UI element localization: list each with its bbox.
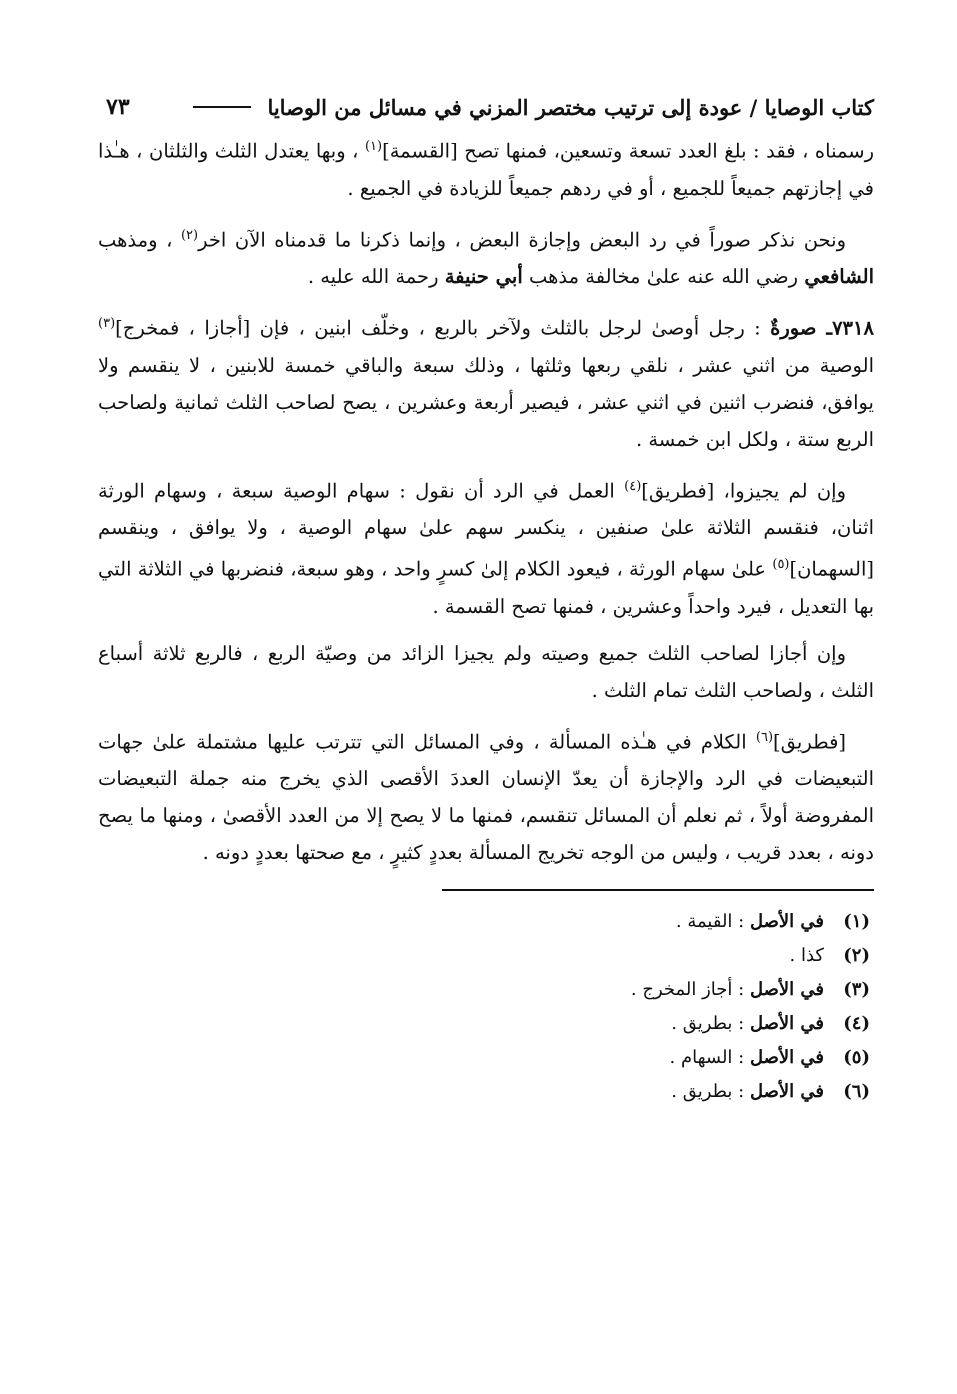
footnote-ref: (٢) bbox=[180, 227, 199, 243]
header-title: كتاب الوصايا / عودة إلى ترتيب مختصر المزني في مسائل من الوصايا bbox=[267, 94, 874, 120]
footnote-text bbox=[790, 939, 824, 973]
paragraph-text: رحمة الله عليه . bbox=[307, 265, 445, 288]
paragraph-text: العمل في الرد أن نقول : سهام الوصية سبعة ، وسهام الورثة اثنان، فنقسم الثلاثة علىٰ صنفين ، ينكسر سهم علىٰ سهام الوصية ، ولا يوافق ، وينقسم [السهمان] bbox=[98, 479, 874, 581]
footnote-content: : أجاز المخرج . bbox=[630, 979, 750, 1000]
book-page bbox=[98, 86, 874, 1109]
paragraph-text: الوصية من اثني عشر ، نلقي ربعها وثلثها ، وذلك سبعة والباقي خمسة للابنين ، لا ينقسم ولا يوافق، فنضرب اثنين في اثني عشر ، فيصير أربعة وعشرين ، يصح لصاحب الثلث ثمانية ولصاحب الربع ستة ، ولكل ابن خمسة . bbox=[98, 353, 874, 451]
header-rule bbox=[193, 106, 251, 108]
footnote-source: في الأصل bbox=[749, 1081, 824, 1102]
footnote-divider bbox=[442, 889, 874, 891]
footnote-number: (٤) bbox=[843, 1013, 870, 1034]
footnote-text bbox=[676, 905, 824, 939]
footnote-ref: (٤) bbox=[624, 478, 642, 494]
footnote-ref: (١) bbox=[364, 139, 383, 154]
footnote-number: (٣) bbox=[843, 979, 870, 1000]
paragraph-3 bbox=[98, 305, 874, 458]
footnote-source: في الأصل bbox=[749, 911, 824, 932]
paragraph-text: وإن أجازا لصاحب الثلث جميع وصيته ولم يجيزا الزائد من وصيّة الربع ، فالربع ثلاثة أسباع الثلث ، ولصاحب الثلث تمام الثلث . bbox=[98, 641, 874, 702]
footnote-item bbox=[98, 1075, 870, 1109]
footnote-source: في الأصل bbox=[749, 1013, 824, 1034]
footnote-item bbox=[98, 1041, 870, 1075]
footnote-source: في الأصل bbox=[749, 979, 824, 1000]
footnotes-list bbox=[98, 905, 874, 1109]
paragraph-text: : رجل أوصىٰ لرجل بالثلث ولآخر بالربع ، وخلّف ابنين ، فإن [أجازا ، فمخرج] bbox=[115, 316, 771, 340]
paragraph-text: وإن لم يجيزوا، [فطريق] bbox=[641, 479, 846, 502]
scholar-name: الشافعي bbox=[804, 265, 874, 288]
scholar-name: أبي حنيفة bbox=[444, 265, 523, 288]
footnote-content: : القيمة . bbox=[675, 911, 750, 932]
footnote-ref: (٥) bbox=[772, 557, 790, 572]
footnote-content: : بطريق . bbox=[671, 1013, 750, 1034]
footnote-item bbox=[98, 973, 870, 1007]
running-header bbox=[98, 86, 874, 128]
footnote-ref: (٣) bbox=[98, 316, 116, 331]
footnote-number: (٦) bbox=[843, 1081, 870, 1102]
paragraph-text: الكلام في هـٰذه المسألة ، وفي المسائل التي تترتب عليها مشتملة علىٰ جهات التبعيضات في الرد والإجازة أن يعدّ الإنسان العددَ الأقصى الذي يخرج منه جملة التبعيضات المفروضة أولاً ، ثم نعلم أن المسائل تنقسم، فمنها ما لا يصح إلا من العدد الأقصىٰ ، ومنها ما يصح دونه ، بعدد قريب ، وليس من الوجه تخريج المسألة بعددٍ كثيرٍ ، مع صحتها بعددٍ دونه . bbox=[98, 730, 874, 864]
footnote-number: (٢) bbox=[843, 945, 870, 966]
paragraph-2 bbox=[98, 217, 874, 296]
footnote-item bbox=[98, 905, 870, 939]
paragraph-6 bbox=[98, 719, 874, 872]
paragraph-text: علىٰ سهام الورثة ، فيعود الكلام إلىٰ كسرٍ واحد ، وهو سبعة، فنضربها في الثلاثة التي بها التعديل ، فيرد واحداً وعشرين ، فمنها تصح القسمة . bbox=[98, 557, 874, 618]
footnote-number: (٥) bbox=[843, 1047, 870, 1068]
footnote-content: : بطريق . bbox=[671, 1081, 750, 1102]
paragraph-text: ونحن نذكر صوراً في رد البعض وإجازة البعض ، وإنما ذكرنا ما قدمناه الآن اخر bbox=[198, 228, 846, 251]
paragraph-text: [فطريق] bbox=[773, 730, 846, 753]
footnote-number: (١) bbox=[843, 911, 870, 932]
paragraph-5 bbox=[98, 635, 874, 709]
footnote-item bbox=[98, 1007, 870, 1041]
footnote-content: : السهام . bbox=[669, 1047, 750, 1068]
footnote-text bbox=[631, 973, 824, 1007]
paragraph-1 bbox=[98, 128, 874, 207]
footnote-text bbox=[671, 1075, 824, 1109]
paragraph-text: رسمناه ، فقد : بلغ العدد تسعة وتسعين، فمنها تصح [القسمة] bbox=[382, 139, 874, 163]
footnote-ref: (٦) bbox=[755, 729, 774, 745]
paragraph-text: ، وبها يعتدل الثلث والثلثان ، هـٰذا في إجازتهم جميعاً للجميع ، أو في ردهم جميعاً للزيادة في الجميع . bbox=[98, 139, 874, 200]
footnote-content: كذا . bbox=[789, 945, 824, 966]
paragraph-4 bbox=[98, 468, 874, 625]
footnote-source: في الأصل bbox=[749, 1047, 824, 1068]
case-number: ٧٣١٨ـ صورةٌ bbox=[770, 316, 874, 340]
paragraph-text: ، ومذهب bbox=[98, 228, 181, 251]
page-number: ٧٣ bbox=[106, 94, 130, 120]
paragraph-text: رضي الله عنه علىٰ مخالفة مذهب bbox=[522, 265, 805, 288]
footnote-text bbox=[670, 1041, 824, 1075]
footnote-item bbox=[98, 939, 870, 973]
footnote-text bbox=[671, 1007, 824, 1041]
header-title-group bbox=[187, 95, 874, 120]
